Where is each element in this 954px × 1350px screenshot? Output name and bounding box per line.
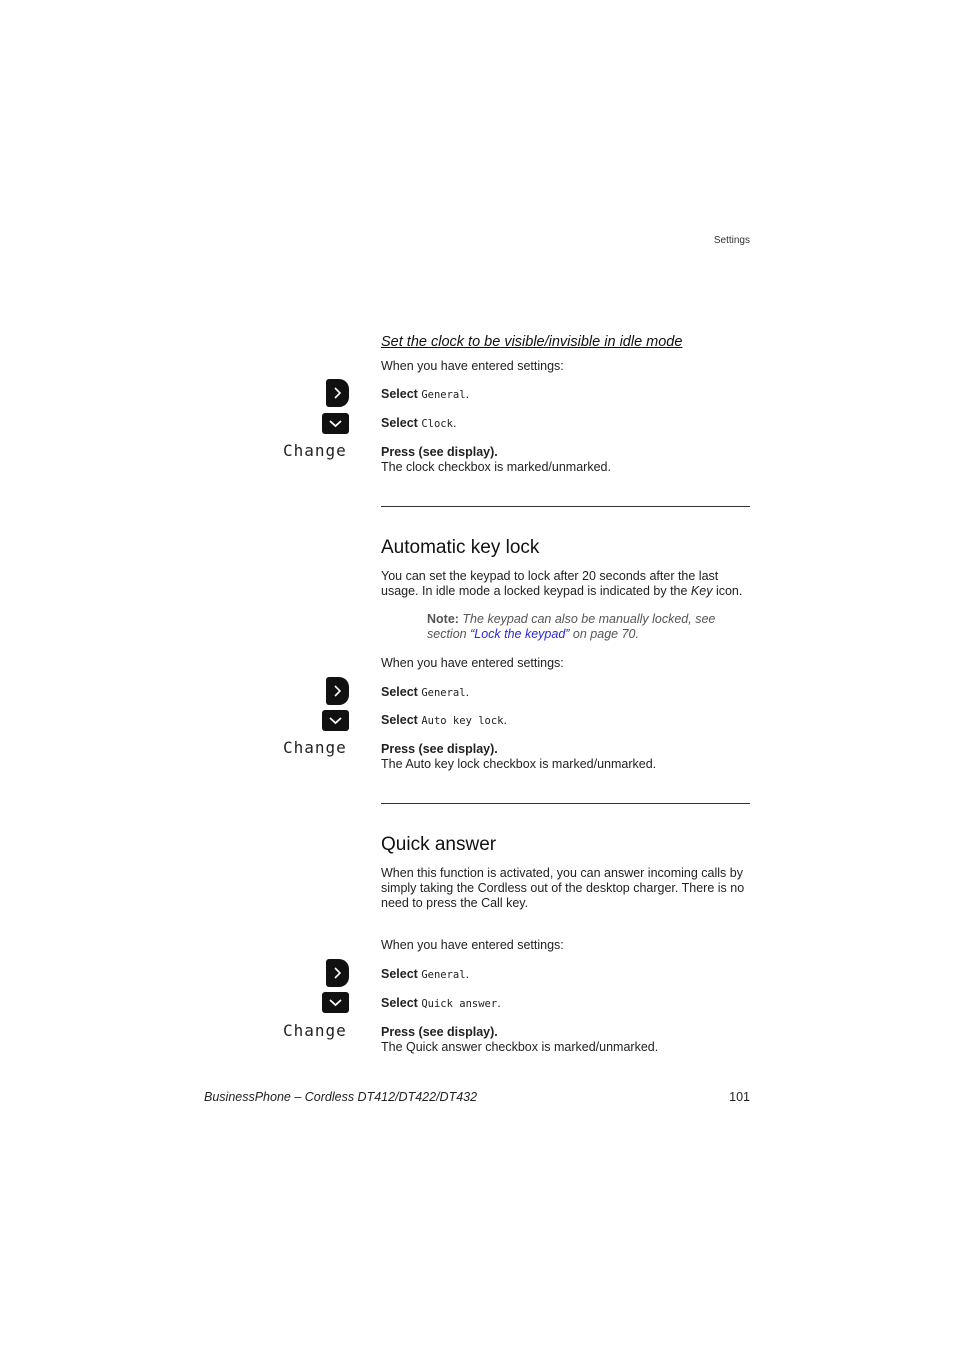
quick-answer-heading: Quick answer xyxy=(381,834,497,855)
clock-step-1 xyxy=(381,387,750,403)
auto-key-lock-description xyxy=(381,569,750,599)
note-label: Note: xyxy=(427,612,459,626)
note-text: on page 70. xyxy=(569,627,639,641)
quick-answer-step-3 xyxy=(381,1025,750,1055)
auto-key-lock-heading: Automatic key lock xyxy=(381,537,540,558)
menu-value: General xyxy=(421,389,466,401)
step-label: Press (see display). xyxy=(381,445,498,459)
chevron-down-icon xyxy=(322,992,349,1013)
description-text: icon. xyxy=(712,584,743,598)
step-label: Select xyxy=(381,387,418,401)
step-label: Select xyxy=(381,967,418,981)
quick-answer-step-1 xyxy=(381,967,750,983)
note-text: The keypad can also be manually locked, see section xyxy=(427,612,716,641)
auto-key-lock-step-3 xyxy=(381,742,750,772)
note-block xyxy=(427,612,752,642)
menu-value: Clock xyxy=(421,418,453,430)
step-label: Select xyxy=(381,416,418,430)
step-suffix: . xyxy=(465,967,470,981)
step-suffix: . xyxy=(465,387,470,401)
menu-value: Quick answer xyxy=(421,998,498,1010)
step-label: Select xyxy=(381,685,418,699)
clock-intro: When you have entered settings: xyxy=(381,359,564,373)
quick-answer-description: When this function is activated, you can answer incoming calls by simply taking the Cordless out of the desktop charger. There is no need to press the Call key. xyxy=(381,866,745,910)
key-term: Key xyxy=(690,584,713,598)
chevron-down-icon xyxy=(322,710,349,731)
step-suffix: . xyxy=(503,713,507,727)
page-number: 101 xyxy=(729,1090,750,1104)
clock-step-2 xyxy=(381,416,750,432)
chevron-right-icon xyxy=(326,379,349,407)
quick-answer-step-2 xyxy=(381,996,750,1012)
step-label: Select xyxy=(381,996,418,1010)
running-header: Settings xyxy=(713,235,750,246)
auto-key-lock-step-1 xyxy=(381,685,750,701)
step-label: Press (see display). xyxy=(381,742,498,756)
footer-title: BusinessPhone – Cordless DT412/DT422/DT432 xyxy=(204,1090,478,1104)
lock-keypad-link[interactable]: “Lock the keypad” xyxy=(470,627,570,641)
chevron-right-icon xyxy=(326,677,349,705)
section-divider xyxy=(381,506,750,507)
auto-key-lock-intro: When you have entered settings: xyxy=(381,656,564,670)
step-suffix: . xyxy=(497,996,501,1010)
step-detail: The Auto key lock checkbox is marked/unmarked. xyxy=(381,757,657,771)
step-detail: The Quick answer checkbox is marked/unmarked. xyxy=(381,1040,659,1054)
change-softkey: Change xyxy=(283,1021,347,1040)
clock-step-3 xyxy=(381,445,750,475)
section-divider xyxy=(381,803,750,804)
step-label: Select xyxy=(381,713,418,727)
step-suffix: . xyxy=(452,416,457,430)
chevron-right-icon xyxy=(326,959,349,987)
change-softkey: Change xyxy=(283,441,347,460)
description-text: You can set the keypad to lock after 20 seconds after the last usage. In idle mode a locked keypad is indicated by the xyxy=(381,569,719,598)
step-detail: The clock checkbox is marked/unmarked. xyxy=(381,460,611,474)
step-label: Press (see display). xyxy=(381,1025,498,1039)
menu-value: Auto key lock xyxy=(421,715,504,727)
menu-value: General xyxy=(421,687,466,699)
change-softkey: Change xyxy=(283,738,347,757)
clock-subheading: Set the clock to be visible/invisible in idle mode xyxy=(381,334,683,350)
menu-value: General xyxy=(421,969,466,981)
chevron-down-icon xyxy=(322,413,349,434)
quick-answer-intro: When you have entered settings: xyxy=(381,938,564,952)
step-suffix: . xyxy=(465,685,470,699)
auto-key-lock-step-2 xyxy=(381,713,750,729)
